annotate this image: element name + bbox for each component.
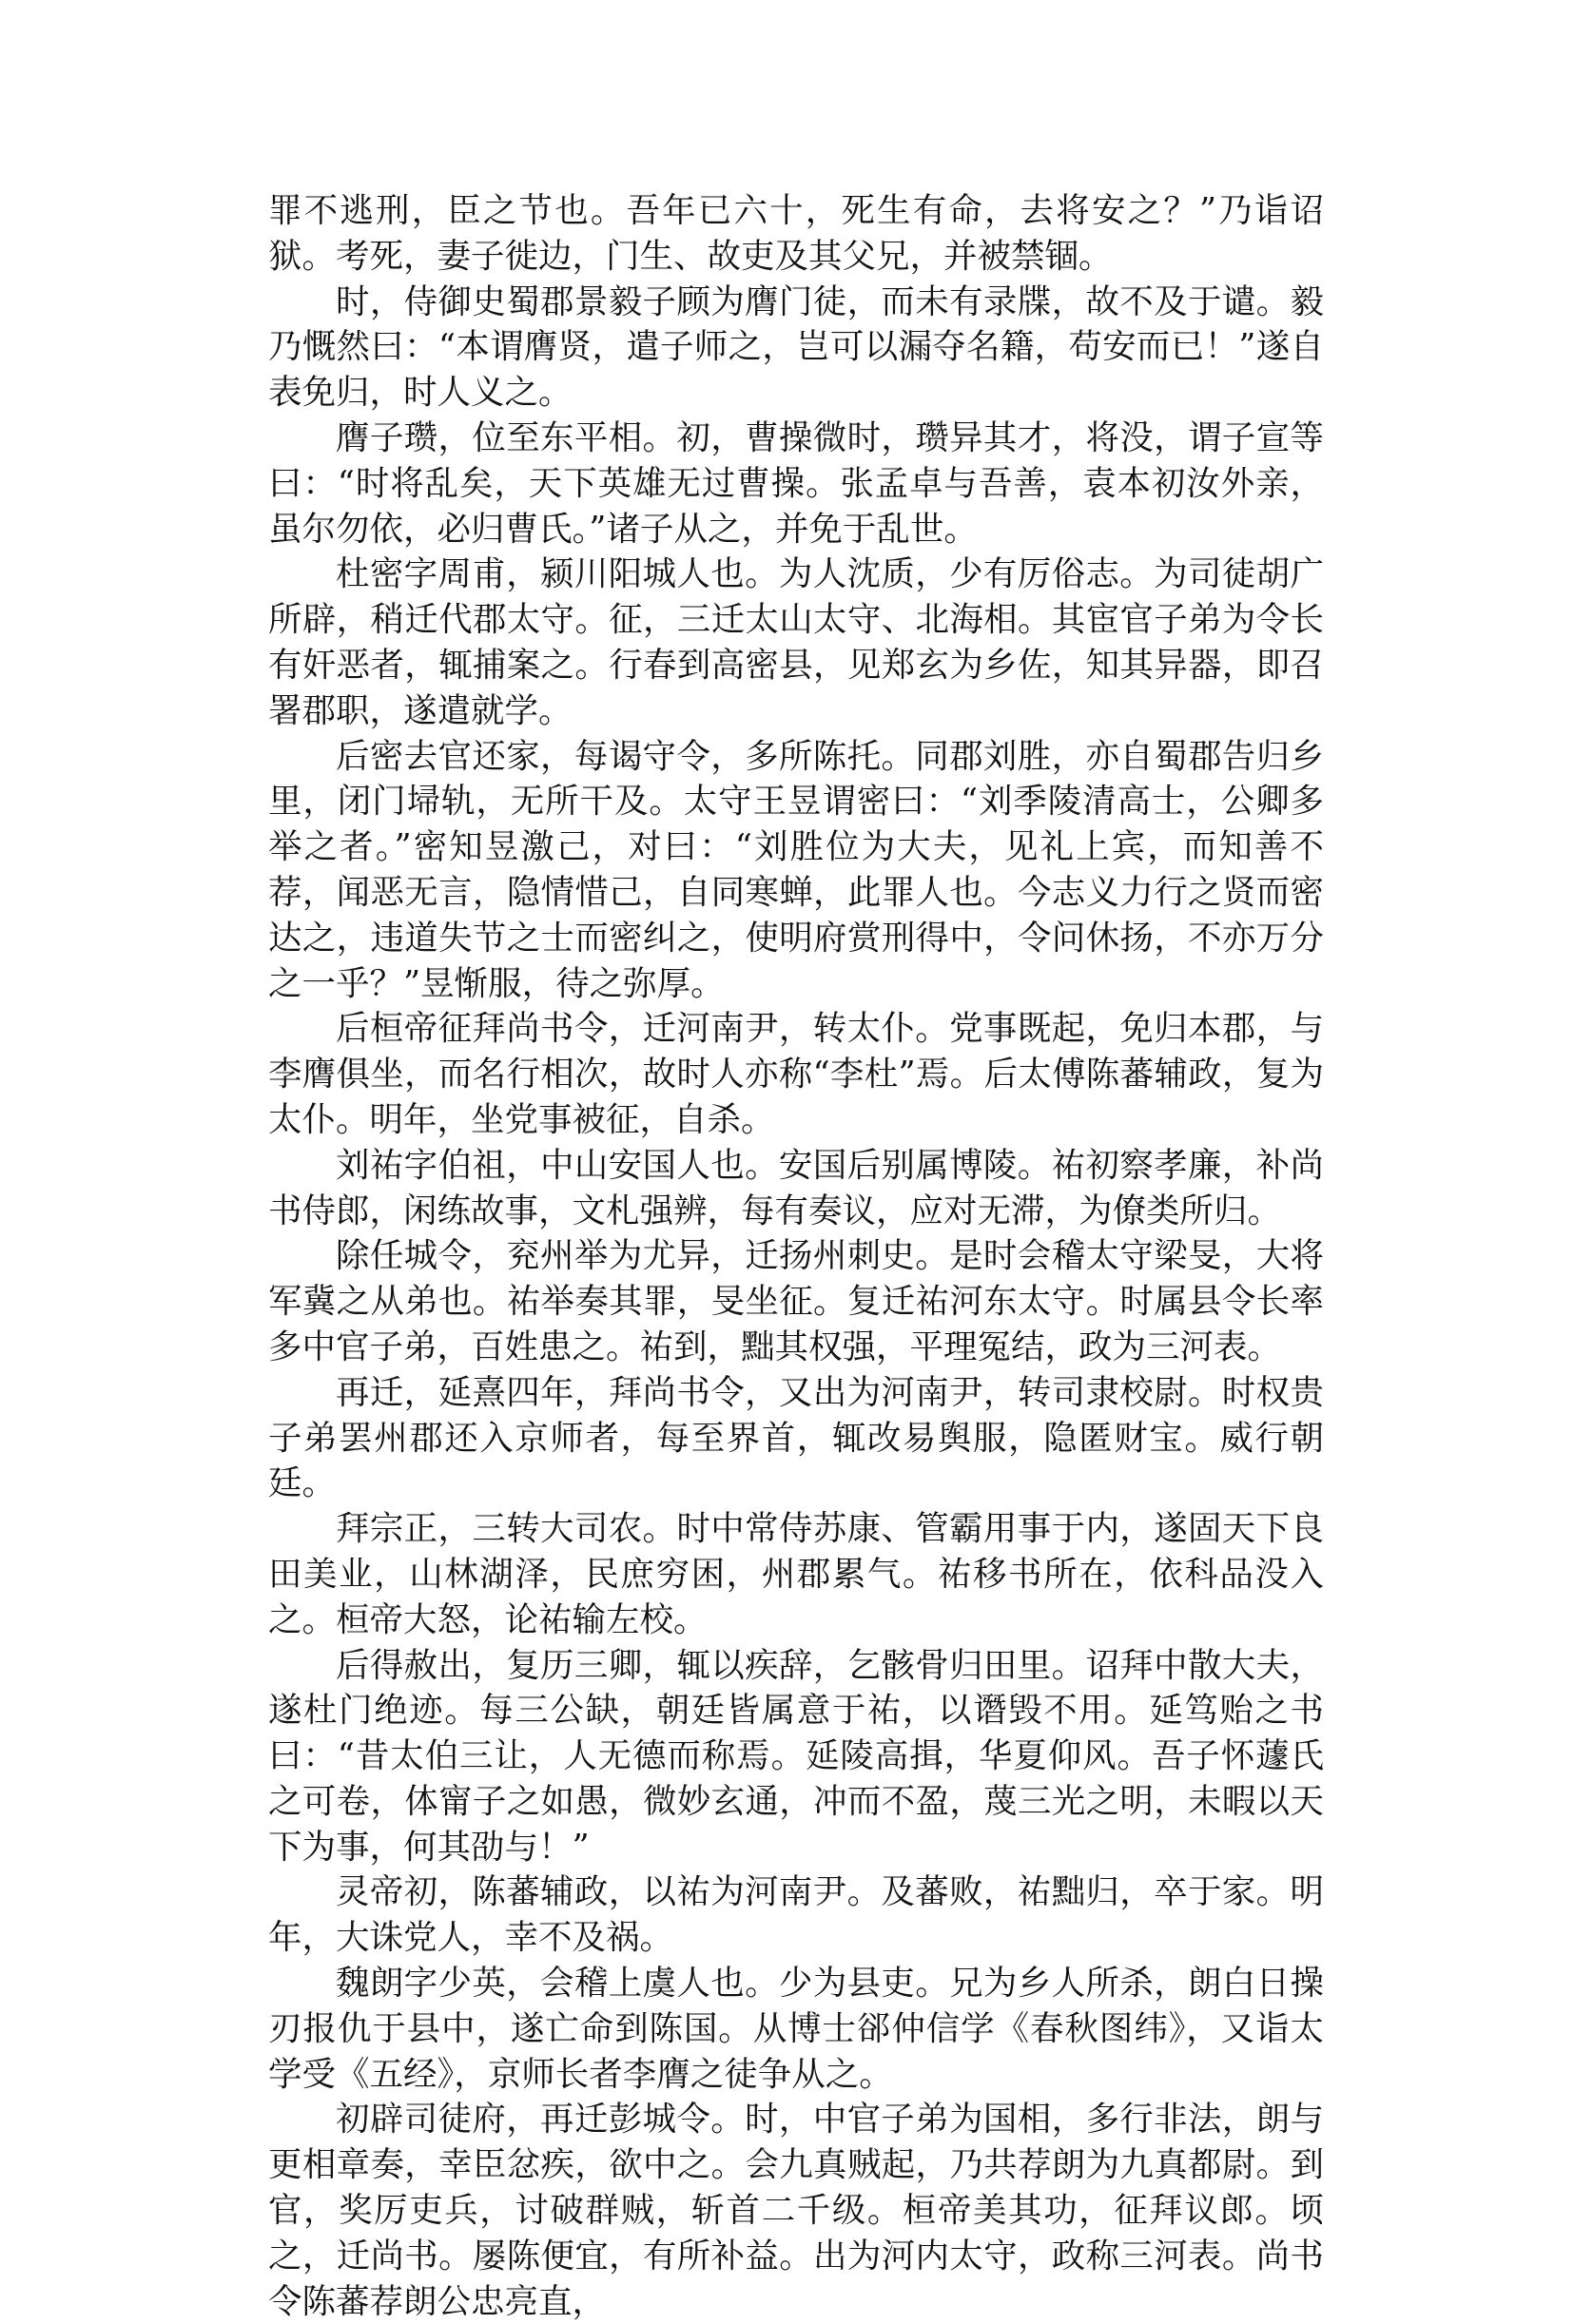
paragraph: 灵帝初，陈蕃辅政，以祐为河南尹。及蕃败，祐黜归，卒于家。明年，大诛党人，幸不及祸。: [268, 1872, 1324, 1958]
paragraph: 除任城令，兖州举为尤异，迁扬州刺史。是时会稽太守梁旻，大将军冀之从弟也。祐举奏其罪，旻坐征。复迁祐河东太守。时属县令长率多中官子弟，百姓患之。祐到，黜其权强，平理冤结，政为三河表。: [268, 1236, 1324, 1366]
paragraph: 再迁，延熹四年，拜尚书令，又出为河南尹，转司隶校尉。时权贵子弟罢州郡还入京师者，每至界首，辄改易舆服，隐匿财宝。威行朝廷。: [268, 1372, 1324, 1503]
document-page: [268, 188, 1324, 2324]
paragraph: 杜密字周甫，颍川阳城人也。为人沈质，少有厉俗志。为司徒胡广所辟，稍迁代郡太守。征，三迁太山太守、北海相。其宦官子弟为令长有奸恶者，辄捕案之。行春到高密县，见郑玄为乡佐，知其异器，即召署郡职，遂遣就学。: [268, 554, 1324, 730]
paragraph: 后密去官还家，每谒守令，多所陈托。同郡刘胜，亦自蜀郡告归乡里，闭门埽轨，无所干及。太守王昱谓密曰：“刘季陵清高士，公卿多举之者。”密知昱激己，对曰：“刘胜位为大夫，见礼上宾，而知善不荐，闻恶无言，隐情惜己，自同寒蝉，此罪人也。今志义力行之贤而密达之，违道失节之士而密纠之，使明府赏刑得中，令问休扬，不亦万分之一乎？”昱惭服，待之弥厚。: [268, 736, 1324, 1003]
paragraph: 拜宗正，三转大司农。时中常侍苏康、管霸用事于内，遂固天下良田美业，山林湖泽，民庶穷困，州郡累气。祐移书所在，依科品没入之。桓帝大怒，论祐输左校。: [268, 1509, 1324, 1639]
paragraph: 罪不逃刑，臣之节也。吾年已六十，死生有命，去将安之？”乃诣诏狱。考死，妻子徙边，门生、故吏及其父兄，并被禁锢。: [268, 191, 1324, 276]
paragraph: 初辟司徒府，再迁彭城令。时，中官子弟为国相，多行非法，朗与更相章奏，幸臣忿疾，欲中之。会九真贼起，乃共荐朗为九真都尉。到官，奖厉吏兵，讨破群贼，斩首二千级。桓帝美其功，征拜议郎。顷之，迁尚书。屡陈便宜，有所补益。出为河内太守，政称三河表。尚书令陈蕃荐朗公忠亮直，: [268, 2100, 1324, 2321]
paragraph: 膺子瓒，位至东平相。初，曹操微时，瓒异其才，将没，谓子宣等曰：“时将乱矣，天下英雄无过曹操。张孟卓与吾善，袁本初汝外亲，虽尔勿依，必归曹氏。”诸子从之，并免于乱世。: [268, 417, 1324, 549]
paragraph: 后得赦出，复历三卿，辄以疾辞，乞骸骨归田里。诏拜中散大夫，遂杜门绝迹。每三公缺，朝廷皆属意于祐，以谮毁不用。延笃贻之书曰：“昔太伯三让，人无德而称焉。延陵高揖，华夏仰风。吾子怀蘧氏之可卷，体甯子之如愚，微妙玄通，冲而不盈，蔑三光之明，未暇以天下为事，何其劭与！”: [268, 1645, 1324, 1867]
paragraph: 后桓帝征拜尚书令，迁河南尹，转太仆。党事既起，免归本郡，与李膺俱坐，而名行相次，故时人亦称“李杜”焉。后太傅陈蕃辅政，复为太仆。明年，坐党事被征，自杀。: [268, 1009, 1324, 1139]
paragraph: 魏朗字少英，会稽上虞人也。少为县吏。兄为乡人所杀，朗白日操刃报仇于县中，遂亡命到陈国。从博士郤仲信学《春秋图纬》，又诣太学受《五经》，京师长者李膺之徒争从之。: [268, 1964, 1324, 2094]
paragraph: 时，侍御史蜀郡景毅子顾为膺门徒，而未有录牒，故不及于谴。毅乃慨然曰：“本谓膺贤，遣子师之，岂可以漏夺名籍，苟安而已！”遂自表免归，时人义之。: [268, 281, 1324, 413]
paragraph: 刘祐字伯祖，中山安国人也。安国后别属博陵。祐初察孝廉，补尚书侍郎，闲练故事，文札强辨，每有奏议，应对无滞，为僚类所归。: [268, 1145, 1324, 1230]
